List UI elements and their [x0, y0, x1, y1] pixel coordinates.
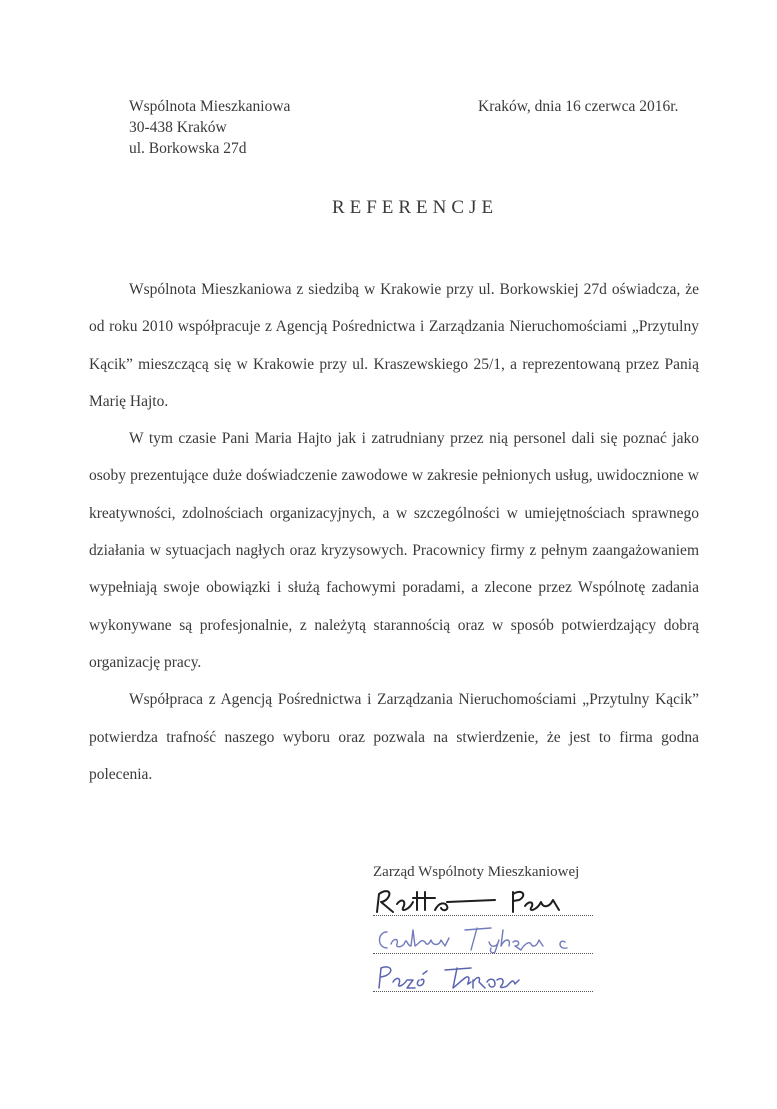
signature-line [373, 958, 593, 996]
signature-dotted-line [373, 915, 593, 916]
paragraph: Wspólnota Mieszkaniowa z siedzibą w Krakowie przy ul. Borkowskiej 27d oświadcza, że od roku 2010 współpracuje z Agencją Pośrednictwa i Zarządzania Nieruchomościami „Przytulny Kącik” mieszczącą się w Krakowie przy ul. Kraszewskiego 25/1, a reprezentowaną przez Panią Marię Hajto. [89, 281, 699, 410]
handwritten-signature-1 [373, 882, 593, 916]
signature-line [373, 920, 593, 958]
sender-line: Wspólnota Mieszkaniowa [129, 98, 291, 115]
signature-dotted-line [373, 953, 593, 954]
sender-line: 30-438 Kraków [129, 119, 227, 136]
paragraph: Współpraca z Agencją Pośrednictwa i Zarządzania Nieruchomościami „Przytulny Kącik” potwierdza trafność naszego wyboru oraz pozwala na stwierdzenie, że jest to firma godna polecenia. [89, 691, 699, 783]
place-date: Kraków, dnia 16 czerwca 2016r. [478, 98, 679, 115]
signature-title: Zarząd Wspólnoty Mieszkaniowej [373, 864, 580, 880]
sender-line: ul. Borkowska 27d [129, 140, 247, 157]
signature-line [373, 882, 593, 920]
document-title: REFERENCJE [331, 197, 499, 218]
signature-dotted-line [373, 991, 593, 992]
handwritten-signature-2 [373, 920, 593, 954]
sender-address [129, 96, 290, 159]
handwritten-signature-3 [373, 958, 593, 992]
paragraph: W tym czasie Pani Maria Hajto jak i zatrudniany przez nią personel dali się poznać jako osoby prezentujące duże doświadczenie zawodowe w zakresie pełnionych usług, uwidocznione w kreatywności, zdolnościach organizacyjnych, a w szczególności w umiejętnościach sprawnego działania w sytuacjach nagłych oraz kryzysowych. Pracownicy firmy z pełnym zaangażowaniem wypełniają swoje obowiązki i służą fachowymi poradami, a zlecone przez Wspólnotę zadania wykonywane są profesjonalnie, z należytą starannością oraz w sposób potwierdzający dobrą organizację pracy. [89, 430, 699, 671]
signature-block [373, 862, 613, 996]
letter-body [89, 271, 699, 793]
